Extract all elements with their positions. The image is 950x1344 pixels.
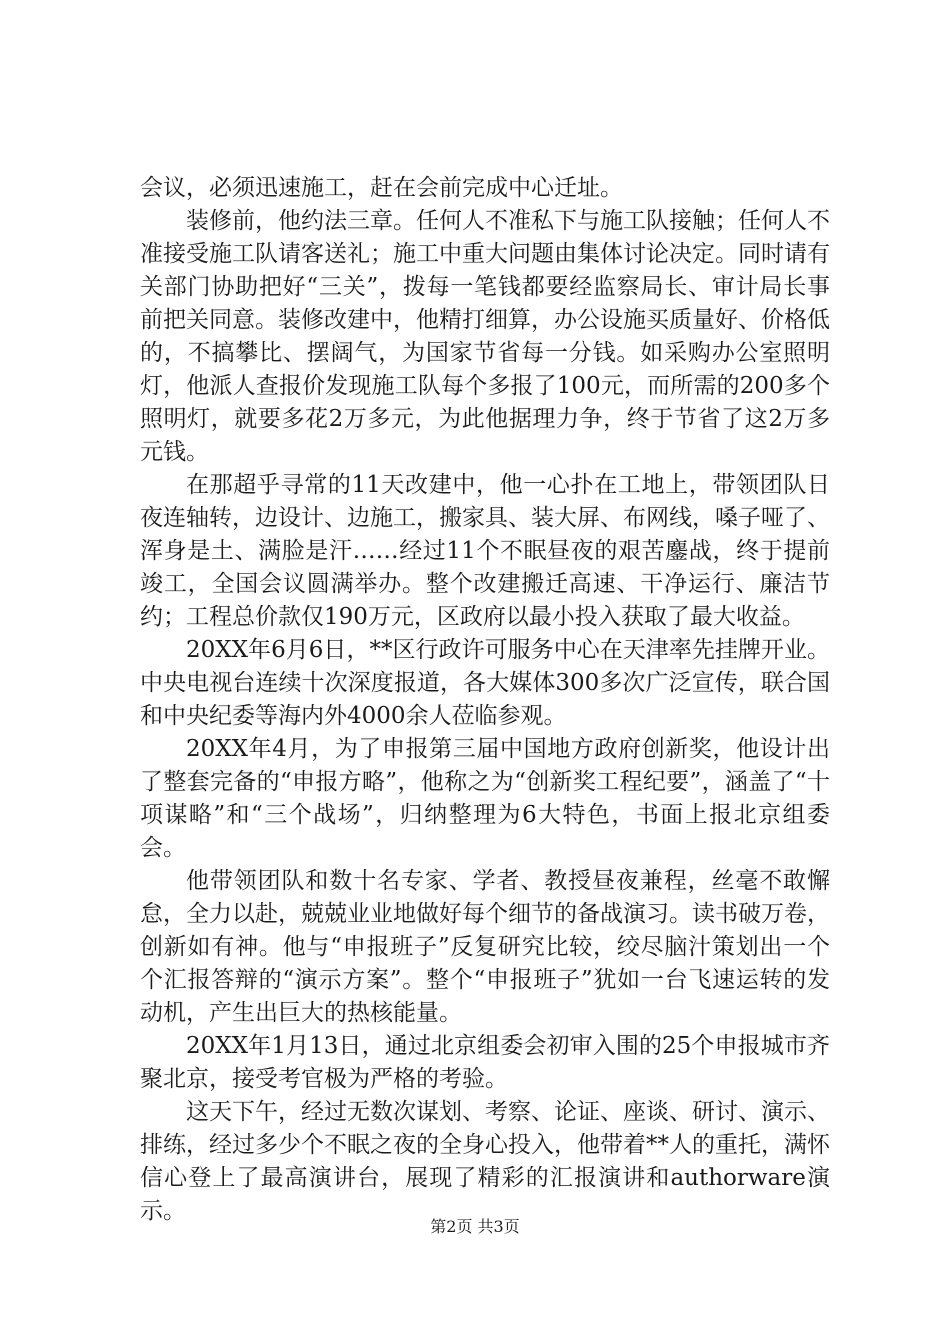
page-number-footer: 第2页 共3页 xyxy=(430,1217,520,1236)
paragraph-beijing-review: 20XX年1月13日，通过北京组委会初审入围的25个申报城市齐聚北京，接受考官极为严格的考验。 xyxy=(140,1033,830,1092)
paragraph-renovation-rules: 装修前，他约法三章。任何人不准私下与施工队接触；任何人不准接受施工队请客送礼；施工中重大问题由集体讨论决定。同时请有关部门协助把好“三关”，拨每一笔钱都要经监察局长、审计局长事前把关同意。装修改建中，他精打细算，办公设施买质量好、价格低的，不搞攀比、摆阔气，为国家节省每一分钱。如采购办公室照明灯，他派人查报价发现施工队每个多报了100元，而所需的200多个照明灯，就要多花2万多元，为此他据理力争，终于节省了这2万多元钱。 xyxy=(140,208,830,465)
paragraph-presentation: 这天下午，经过无数次谋划、考察、论证、座谈、研讨、演示、排练，经过多少个不眠之夜的全身心投入，他带着**人的重托，满怀信心登上了最高演讲台，展现了精彩的汇报演讲和authorware演示。 xyxy=(140,1099,830,1224)
paragraph-eleven-day-rebuild: 在那超乎寻常的11天改建中，他一心扑在工地上，带领团队日夜连轴转，边设计、边施工，搬家具、装大屏、布网线，嗓子哑了、浑身是土、满脸是汗……经过11个不眠昼夜的艰苦鏖战，终于提前竣工，全国会议圆满举办。整个改建搬迁高速、干净运行、廉洁节约；工程总价款仅190万元，区政府以最小投入获取了最大收益。 xyxy=(140,472,830,630)
document-body xyxy=(140,172,830,1228)
paragraph-continuation: 会议，必须迅速施工，赶在会前完成中心迁址。 xyxy=(140,175,623,201)
paragraph-innovation-award-plan: 20XX年4月，为了申报第三届中国地方政府创新奖，他设计出了整套完备的“申报方略”，他称之为“创新奖工程纪要”，涵盖了“十项谋略”和“三个战场”，归纳整理为6大特色，书面上报北京组委会。 xyxy=(140,736,830,861)
paragraph-center-opening: 20XX年6月6日，**区行政许可服务中心在天津率先挂牌开业。中央电视台连续十次深度报道，各大媒体300多次广泛宣传，联合国和中央纪委等海内外4000余人莅临参观。 xyxy=(140,637,830,729)
paragraph-team-preparation: 他带领团队和数十名专家、学者、教授昼夜兼程，丝毫不敢懈怠，全力以赴，兢兢业业地做好每个细节的备战演习。读书破万卷，创新如有神。他与“申报班子”反复研究比较，绞尽脑汁策划出一个个汇报答辩的“演示方案”。整个“申报班子”犹如一台飞速运转的发动机，产生出巨大的热核能量。 xyxy=(140,868,830,1026)
